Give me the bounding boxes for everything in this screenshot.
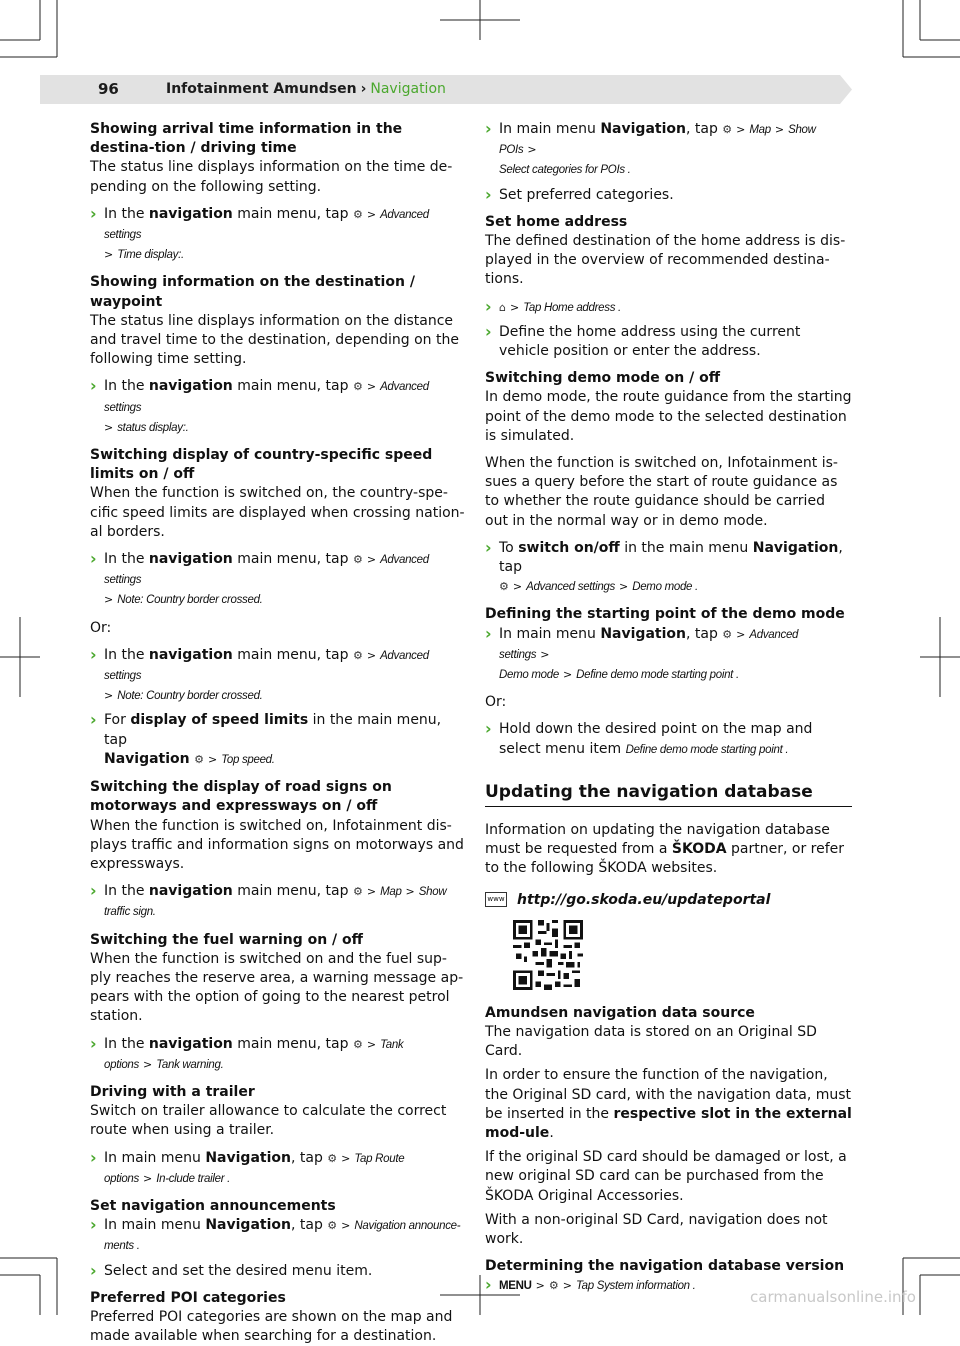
- destination-info-step: › In the navigation main menu, tap ⚙ > Advanced settings > status display:.: [90, 377, 465, 438]
- gear-icon: ⚙: [352, 207, 363, 221]
- poi-step-1: › In main menu Navigation, tap ⚙ > Map > Show POIs > Select categories for POIs .: [485, 120, 852, 181]
- home-address-heading: Set home address: [485, 213, 628, 230]
- demo-mode-text-2: When the function is switched on, Infotainment is-sues a query before the start of route guidance as to whether the route guidance should be carried out in the normal way or in demo mode.: [485, 455, 838, 529]
- qr-code: [513, 920, 583, 990]
- breadcrumb: [166, 81, 446, 97]
- trailer-heading: Driving with a trailer: [90, 1083, 255, 1100]
- gear-icon: ⚙: [352, 885, 363, 899]
- update-link-row: [485, 891, 852, 910]
- gear-icon: ⚙: [499, 580, 509, 594]
- menu-key: MENU: [499, 1280, 532, 1293]
- breadcrumb-separator: ›: [360, 81, 367, 97]
- data-source-text-4: With a non-original SD Card, navigation does not work.: [485, 1211, 828, 1247]
- data-source-text-3: If the original SD card should be damaged or lost, a new original SD card can be purchased from the ŠKODA Original Accessories.: [485, 1149, 847, 1204]
- announcements-step-1: › In main menu Navigation, tap ⚙ > Navigation announce-ments .: [90, 1216, 465, 1256]
- data-source-text-1: The navigation data is stored on an Original SD Card.: [485, 1023, 817, 1060]
- gear-icon: ⚙: [352, 648, 363, 662]
- home-address-text: The defined destination of the home address is dis-played in the overview of recommended destina-tions.: [485, 233, 846, 288]
- demo-start-heading: Defining the starting point of the demo mode: [485, 606, 845, 623]
- demo-mode-text-1: In demo mode, the route guidance from the starting point of the demo mode to the selected destination is simulated.: [485, 389, 852, 444]
- poi-heading: Preferred POI categories: [90, 1289, 286, 1306]
- speed-limits-text: When the function is switched on, the country-spe-cific speed limits are displayed when crossing nation-al borders.: [90, 485, 465, 540]
- speed-limits-heading: Switching display of country-specific speed limits on / off: [90, 447, 433, 483]
- gear-icon: ⚙: [327, 1151, 338, 1165]
- fuel-warning-step: › In the navigation main menu, tap ⚙ > Tank options > Tank warning.: [90, 1035, 465, 1075]
- home-address-step-2: › Define the home address using the current vehicle position or enter the address.: [485, 323, 852, 361]
- www-icon: www: [485, 892, 507, 907]
- section-heading-update: Updating the navigation database: [485, 782, 852, 807]
- poi-step-2: › Set preferred categories.: [485, 186, 852, 205]
- gear-icon: ⚙: [352, 380, 363, 394]
- demo-start-step-2: › Hold down the desired point on the map and select menu item Define demo mode starting point .: [485, 720, 852, 759]
- gear-icon: ⚙: [722, 123, 733, 136]
- arrival-time-heading: Showing arrival time information in the destina-tion / driving time: [90, 121, 403, 157]
- gear-icon: ⚙: [194, 752, 204, 766]
- demo-mode-step: › To switch on/off in the main menu Navigation, tap ⚙ > Advanced settings > Demo mode .: [485, 539, 852, 598]
- speed-limits-step-3: › For display of speed limits in the main menu, tap Navigation ⚙ > Top speed.: [90, 711, 465, 770]
- left-column: [90, 120, 465, 1346]
- speed-limits-step-1: › In the navigation main menu, tap ⚙ > Advanced settings > Note: Country border crossed.: [90, 550, 465, 611]
- poi-text: Preferred POI categories are shown on the map and made available when searching for a destination.: [90, 1308, 453, 1345]
- trailer-text: Switch on trailer allowance to calculate the correct route when using a trailer.: [90, 1103, 447, 1139]
- gear-icon: ⚙: [327, 1219, 338, 1233]
- road-signs-text: When the function is switched on, Infotainment dis-plays traffic and information signs on motorways and expressways.: [90, 817, 464, 872]
- speed-limits-step-2: › In the navigation main menu, tap ⚙ > Advanced settings > Note: Country border crossed.: [90, 646, 465, 707]
- breadcrumb-chapter: Infotainment Amundsen: [166, 81, 357, 97]
- gear-icon: ⚙: [352, 553, 363, 567]
- db-version-heading: Determining the navigation database version: [485, 1258, 845, 1275]
- destination-info-text: The status line displays information on the distance and travel time to the destination, depending on the following time setting.: [90, 312, 459, 368]
- fuel-warning-text: When the function is switched on and the fuel sup-ply reaches the reserve area, a warning message ap-pears with the option of going to the nearest petrol station.: [90, 950, 464, 1025]
- demo-start-step-1: › In main menu Navigation, tap ⚙ > Advanced settings > Demo mode > Define demo mode starting point .: [485, 625, 852, 686]
- arrival-time-step: › In the navigation main menu, tap ⚙ > Advanced settings > Time display:.: [90, 205, 465, 266]
- demo-start-or: Or:: [485, 694, 507, 711]
- right-column: [485, 120, 852, 1297]
- announcements-step-2: › Select and set the desired menu item.: [90, 1262, 465, 1281]
- destination-info-heading: Showing information on the destination / waypoint: [90, 274, 415, 310]
- road-signs-step: › In the navigation main menu, tap ⚙ > Map > Show traffic sign.: [90, 882, 465, 922]
- db-version-step: › MENU > ⚙ > Tap System information .: [485, 1276, 852, 1296]
- gear-icon: ⚙: [352, 1037, 363, 1051]
- update-text: Information on updating the navigation database must be requested from a ŠKODA partner, or refer to the following ŠKODA websites.: [485, 821, 845, 877]
- trailer-step: › In main menu Navigation, tap ⚙ > Tap Route options > In-clude trailer .: [90, 1149, 465, 1189]
- announcements-heading: Set navigation announcements: [90, 1197, 336, 1214]
- arrival-time-text: The status line displays information on the time de-pending on the following setting.: [90, 159, 453, 195]
- update-portal-link[interactable]: http://go.skoda.eu/updateportal: [517, 891, 771, 908]
- home-address-step-1: › ⌂ > Tap Home address .: [485, 298, 852, 318]
- page-number: 96: [98, 80, 119, 98]
- page-header: [40, 75, 852, 104]
- fuel-warning-heading: Switching the fuel warning on / off: [90, 931, 364, 948]
- home-person-icon: ⌂: [499, 300, 506, 314]
- gear-icon: ⚙: [548, 1279, 559, 1293]
- watermark: carmanualsonline.info: [750, 1288, 916, 1306]
- breadcrumb-current: Navigation: [370, 81, 446, 97]
- data-source-text-2: In order to ensure the function of the navigation, the Original SD card, with the navigation data, must be inserted in the respective slot in the external mod-ule.: [485, 1067, 852, 1141]
- header-bar-shape: [40, 75, 852, 104]
- demo-mode-heading: Switching demo mode on / off: [485, 370, 721, 387]
- road-signs-heading: Switching the display of road signs on motorways and expressways on / off: [90, 779, 392, 815]
- speed-limits-or: Or:: [90, 619, 112, 636]
- data-source-heading: Amundsen navigation data source: [485, 1004, 755, 1021]
- gear-icon: ⚙: [722, 627, 733, 641]
